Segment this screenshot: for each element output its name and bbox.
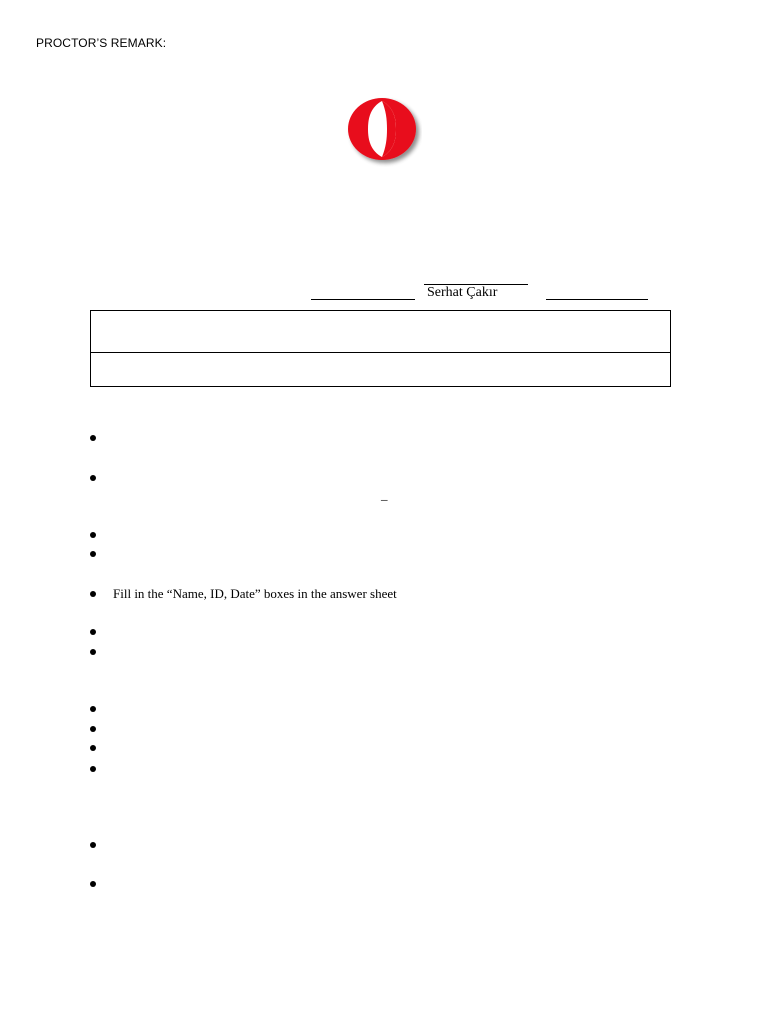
- bullet-1: [90, 435, 96, 441]
- bullet-3: [90, 532, 96, 538]
- bullet-13: [90, 881, 96, 887]
- right-signature-line: [546, 299, 648, 300]
- instruction-item-5: Fill in the “Name, ID, Date” boxes in the answer sheet: [113, 586, 397, 601]
- exam-info-table: [90, 310, 671, 387]
- proctor-remark-label: PROCTOR’S REMARK:: [36, 36, 167, 50]
- bullet-11: [90, 766, 96, 772]
- left-signature-line: [311, 299, 415, 300]
- bullet-5: [90, 591, 96, 597]
- dash-mark: _: [381, 487, 388, 502]
- instructor-name: Serhat Çakır: [427, 285, 498, 300]
- bullet-2: [90, 475, 96, 481]
- bullet-8: [90, 706, 96, 712]
- bullet-12: [90, 842, 96, 848]
- table-row-divider: [91, 352, 670, 353]
- university-logo-icon: [346, 97, 422, 167]
- bullet-6: [90, 629, 96, 635]
- bullet-10: [90, 745, 96, 751]
- bullet-4: [90, 551, 96, 557]
- bullet-7: [90, 649, 96, 655]
- bullet-9: [90, 726, 96, 732]
